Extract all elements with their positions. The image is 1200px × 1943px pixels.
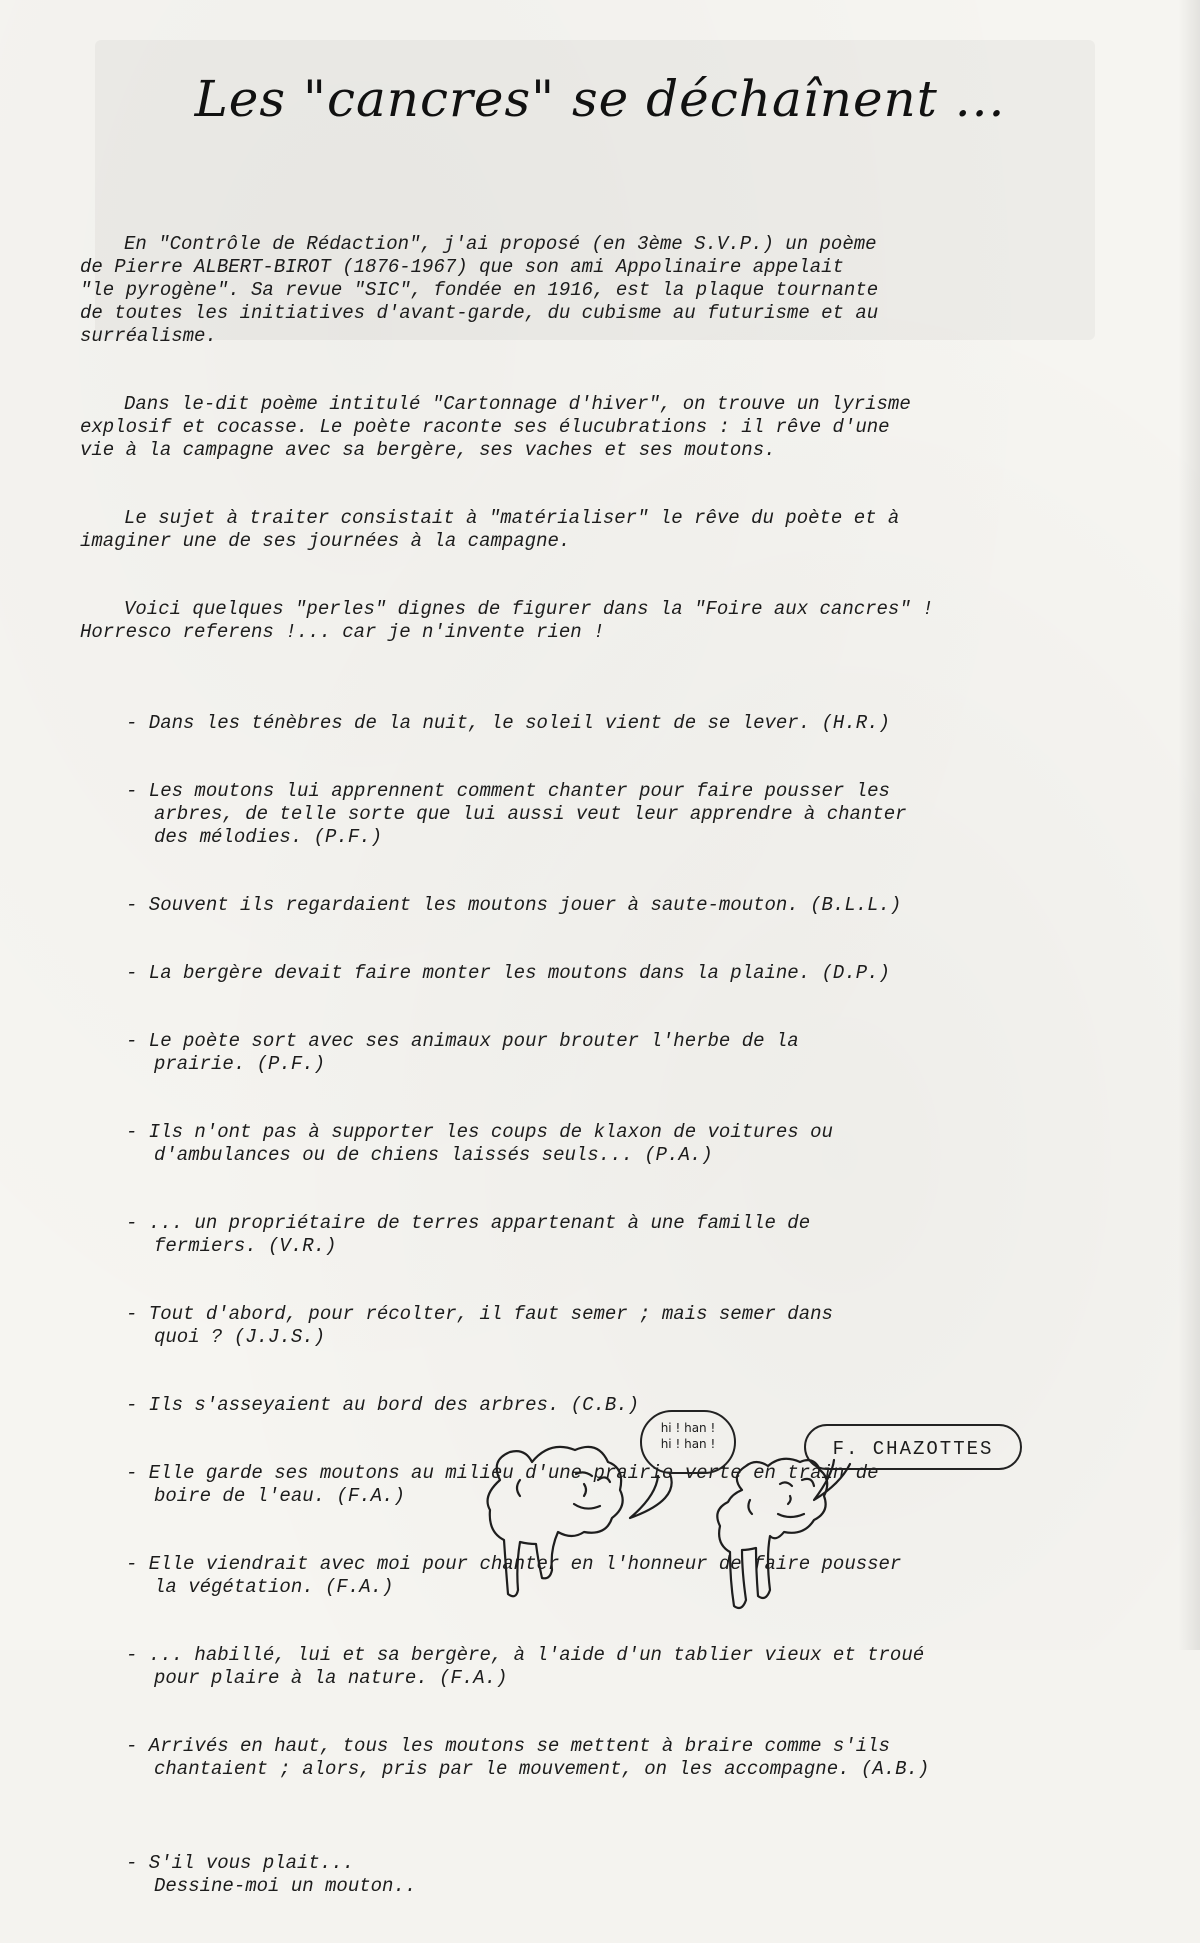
article-body xyxy=(80,210,1120,1943)
sheep-left-icon xyxy=(488,1447,623,1596)
intro-paragraph-3: Le sujet à traiter consistait à "matérialiser" le rêve du poète et à imaginer une de ses journées à la campagne. xyxy=(80,507,900,552)
author-signature: F. CHAZOTTES xyxy=(804,1424,1022,1470)
pearl-item: - Elle garde ses moutons au milieu d'une prairie verte en train de boire de l'eau. (F.A.) xyxy=(126,1462,879,1507)
pearl-item: - La bergère devait faire monter les moutons dans la plaine. (D.P.) xyxy=(126,962,890,984)
sheep-drawing xyxy=(480,1440,900,1650)
pearl-item: - Ils n'ont pas à supporter les coups de klaxon de voitures ou d'ambulances ou de chiens laissés seuls... (P.A.) xyxy=(126,1121,833,1166)
pearl-item: - Tout d'abord, pour récolter, il faut semer ; mais semer dans quoi ? (J.J.S.) xyxy=(126,1303,833,1348)
pearl-item: - Elle viendrait avec moi pour chanter en l'honneur de faire pousser la végétation. (F.A.) xyxy=(126,1553,902,1598)
bubble-line-2: hi ! han ! xyxy=(660,1437,716,1451)
page-edge-shadow xyxy=(1178,0,1200,1650)
page-title: Les "cancres" se déchaînent ... xyxy=(194,70,1006,128)
intro-paragraph-1: En "Contrôle de Rédaction", j'ai proposé (en 3ème S.V.P.) un poème de Pierre ALBERT-BIROT (1876-1967) que son ami Appolinaire appelait "le pyrogène". Sa revue "SIC", fondée en 1916, est la plaque tournante de toutes les initiatives d'avant-garde, du cubisme au futurisme et au surréalisme. xyxy=(80,233,879,347)
sheep-right-icon xyxy=(717,1459,827,1608)
signature-tail-icon xyxy=(814,1460,850,1500)
pearl-item: - Dans les ténèbres de la nuit, le soleil vient de se lever. (H.R.) xyxy=(126,712,890,734)
intro-paragraph-4: Voici quelques "perles" dignes de figurer dans la "Foire aux cancres" ! Horresco referens !... car je n'invente rien ! xyxy=(80,598,934,643)
bubble-line-1: hi ! han ! xyxy=(660,1421,716,1435)
bubble-tail-icon xyxy=(630,1474,672,1518)
pearl-item: - ... un propriétaire de terres appartenant à une famille de fermiers. (V.R.) xyxy=(126,1212,811,1257)
pearl-item: - Souvent ils regardaient les moutons jouer à saute-mouton. (B.L.L.) xyxy=(126,894,902,916)
pearl-item: - ... habillé, lui et sa bergère, à l'aide d'un tablier vieux et troué pour plaire à la nature. (F.A.) xyxy=(126,1644,925,1689)
pearl-item: - Les moutons lui apprennent comment chanter pour faire pousser les arbres, de telle sorte que lui aussi veut leur apprendre à chanter des mélodies. (P.F.) xyxy=(126,780,907,848)
closing-line: - S'il vous plait... Dessine-moi un mouton.. xyxy=(126,1852,417,1897)
pearl-item: - Ils s'asseyaient au bord des arbres. (C.B.) xyxy=(126,1394,640,1416)
intro-paragraph-2: Dans le-dit poème intitulé "Cartonnage d'hiver", on trouve un lyrisme explosif et cocasse. Le poète raconte ses élucubrations : il rêve d'une vie à la campagne avec sa bergère, ses vaches et ses moutons. xyxy=(80,393,911,461)
pearl-item: - Arrivés en haut, tous les moutons se mettent à braire comme s'ils chantaient ; alors, pris par le mouvement, on les accompagne. (A.B.) xyxy=(126,1735,930,1780)
pearl-item: - Le poète sort avec ses animaux pour brouter l'herbe de la prairie. (P.F.) xyxy=(126,1030,799,1075)
